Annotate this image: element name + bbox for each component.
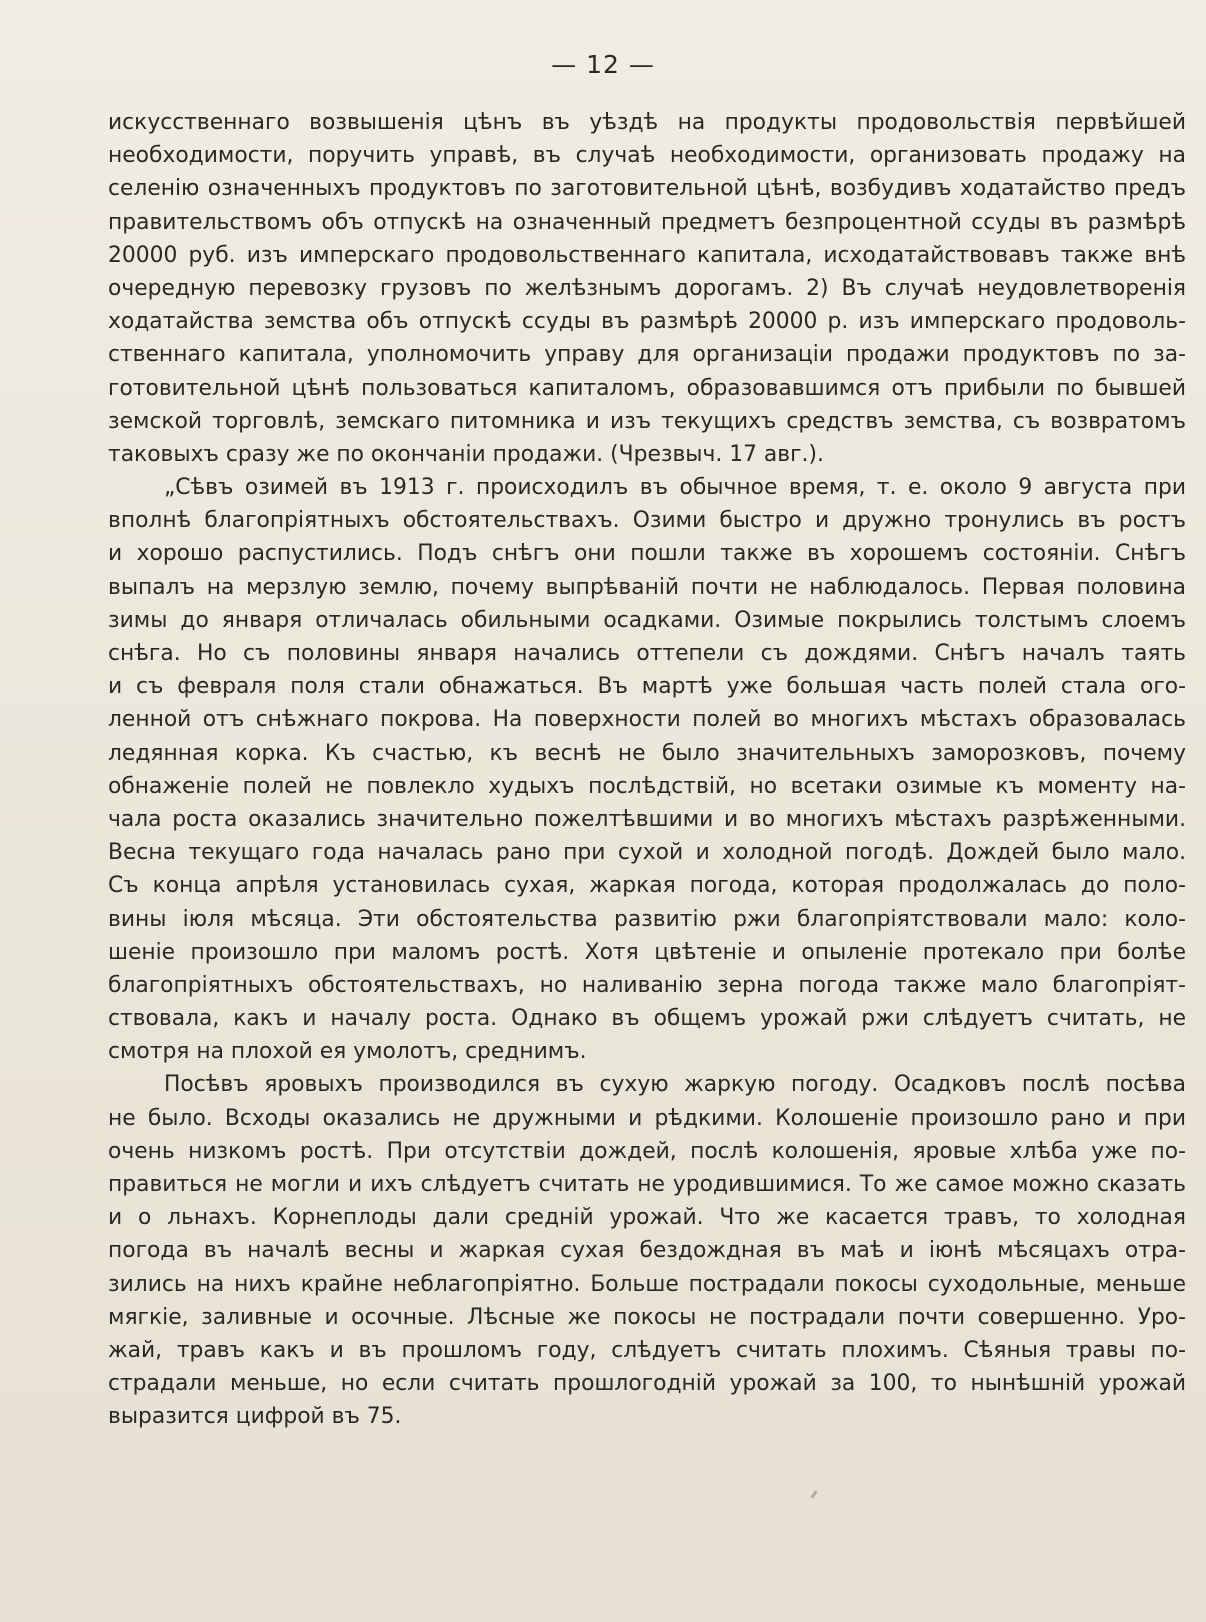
paragraph-2 (108, 471, 1186, 1068)
text-line: и хорошо распустились. Подъ снѣгъ они пошли также въ хорошемъ состояніи. Снѣгъ (108, 541, 1186, 567)
text-line: смотря на плохой ея умолотъ, среднимъ. (108, 1039, 587, 1065)
text-line: мягкіе, заливные и осочные. Лѣсные же покосы не пострадали почти совершенно. Уро- (108, 1304, 1186, 1330)
body-text (108, 106, 1186, 1434)
paragraph-3 (108, 1068, 1186, 1433)
text-line: погода въ началѣ весны и жаркая сухая бездождная въ маѣ и іюнѣ мѣсяцахъ отра- (108, 1238, 1186, 1264)
text-line: Съ конца апрѣля установилась сухая, жаркая погода, которая продолжалась до поло- (108, 873, 1186, 899)
text-line: очень низкомъ ростѣ. При отсутствіи дождей, послѣ колошенія, яровые хлѣба уже по- (108, 1138, 1186, 1164)
paper-speck (810, 1490, 817, 1498)
text-line: благопріятныхъ обстоятельствахъ, но наливанію зерна погода также мало благопріят- (108, 972, 1186, 998)
text-line: селенію означенныхъ продуктовъ по заготовительной цѣнѣ, возбудивъ ходатайство предъ (108, 176, 1186, 202)
text-line: и съ февраля поля стали обнажаться. Въ мартѣ уже большая часть полей стала ого- (108, 674, 1186, 700)
text-line: вполнѣ благопріятныхъ обстоятельствахъ. Озими быстро и дружно тронулись въ ростъ (108, 508, 1186, 534)
text-line: снѣга. Но съ половины января начались оттепели съ дождями. Снѣгъ началъ таять (108, 641, 1186, 666)
text-line: ственнаго капитала, уполномочить управу для организаціи продажи продуктовъ по за- (108, 342, 1186, 368)
text-line: очередную перевозку грузовъ по желѣзнымъ дорогамъ. 2) Въ случаѣ неудовлетворенія (108, 275, 1186, 301)
text-line: и о льнахъ. Корнеплоды дали средній урожай. Что же касается травъ, то холодная (108, 1205, 1186, 1231)
text-line: выразится цифрой въ 75. (108, 1404, 402, 1430)
text-line: земской торговлѣ, земскаго питомника и изъ текущихъ средствъ земства, съ возвратомъ (108, 408, 1186, 434)
text-line: необходимости, поручить управѣ, въ случаѣ необходимости, организовать продажу на (108, 143, 1186, 169)
text-line: Весна текущаго года началась рано при сухой и холодной погодѣ. Дождей было мало. (108, 840, 1186, 866)
text-line: „Сѣвъ озимей въ 1913 г. происходилъ въ обычное время, т. е. около 9 августа при (164, 475, 1186, 501)
text-line: не было. Всходы оказались не дружными и рѣдкими. Колошеніе произошло рано и при (108, 1105, 1186, 1131)
page-number: — 12 — (551, 50, 655, 79)
text-line: Посѣвъ яровыхъ производился въ сухую жаркую погоду. Осадковъ послѣ посѣва (164, 1072, 1186, 1098)
text-line: правиться не могли и ихъ слѣдуетъ считать не уродившимися. То же самое можно сказать (108, 1172, 1186, 1197)
text-line: шеніе произошло при маломъ ростѣ. Хотя цвѣтеніе и опыленіе протекало при болѣе (108, 939, 1186, 965)
text-line: страдали меньше, но если считать прошлогодній урожай за 100, то нынѣшній урожай (108, 1371, 1186, 1397)
text-line: ходатайства земства объ отпускѣ ссуды въ размѣрѣ 20000 р. изъ имперскаго продоволь- (108, 309, 1186, 335)
text-line: правительствомъ объ отпускѣ на означенный предметъ безпроцентной ссуды въ размѣрѣ (108, 209, 1186, 235)
paragraph-1 (108, 106, 1186, 471)
text-line: таковыхъ сразу же по окончаніи продажи. (Чрезвыч. 17 авг.). (108, 441, 824, 467)
text-line: чала роста оказались значительно пожелтѣвшими и во многихъ мѣстахъ разрѣженными. (108, 806, 1186, 832)
text-line: готовительной цѣнѣ пользоваться капиталомъ, образовавшимся отъ прибыли по бывшей (108, 375, 1186, 401)
text-line: ледянная корка. Къ счастью, къ веснѣ не было значительныхъ заморозковъ, почему (108, 740, 1186, 766)
text-line: зились на нихъ крайне неблагопріятно. Больше пострадали покосы суходольные, меньше (108, 1271, 1186, 1297)
text-line: ствовала, какъ и началу роста. Однако въ общемъ урожай ржи слѣдуетъ считать, не (108, 1006, 1186, 1032)
text-line: ленной отъ снѣжнаго покрова. На поверхности полей во многихъ мѣстахъ образовалась (108, 707, 1186, 733)
text-line: выпалъ на мерзлую землю, почему выпрѣваній почти не наблюдалось. Первая половина (108, 574, 1186, 600)
text-line: зимы до января отличалась обильными осадками. Озимые покрылись толстымъ слоемъ (108, 607, 1186, 633)
text-line: 20000 руб. изъ имперскаго продовольственнаго капитала, исходатайствовавъ также внѣ (108, 242, 1186, 268)
text-line: обнаженіе полей не повлекло худыхъ послѣдствій, но всетаки озимые къ моменту на- (108, 773, 1186, 799)
text-line: жай, травъ какъ и въ прошломъ году, слѣдуетъ считать плохимъ. Сѣяныя травы по- (108, 1337, 1186, 1363)
text-line: вины іюля мѣсяца. Эти обстоятельства развитію ржи благопріятствовали мало: коло- (108, 906, 1186, 932)
text-line: искусственнаго возвышенія цѣнъ въ уѣздѣ на продукты продовольствія первѣйшей (108, 110, 1186, 135)
